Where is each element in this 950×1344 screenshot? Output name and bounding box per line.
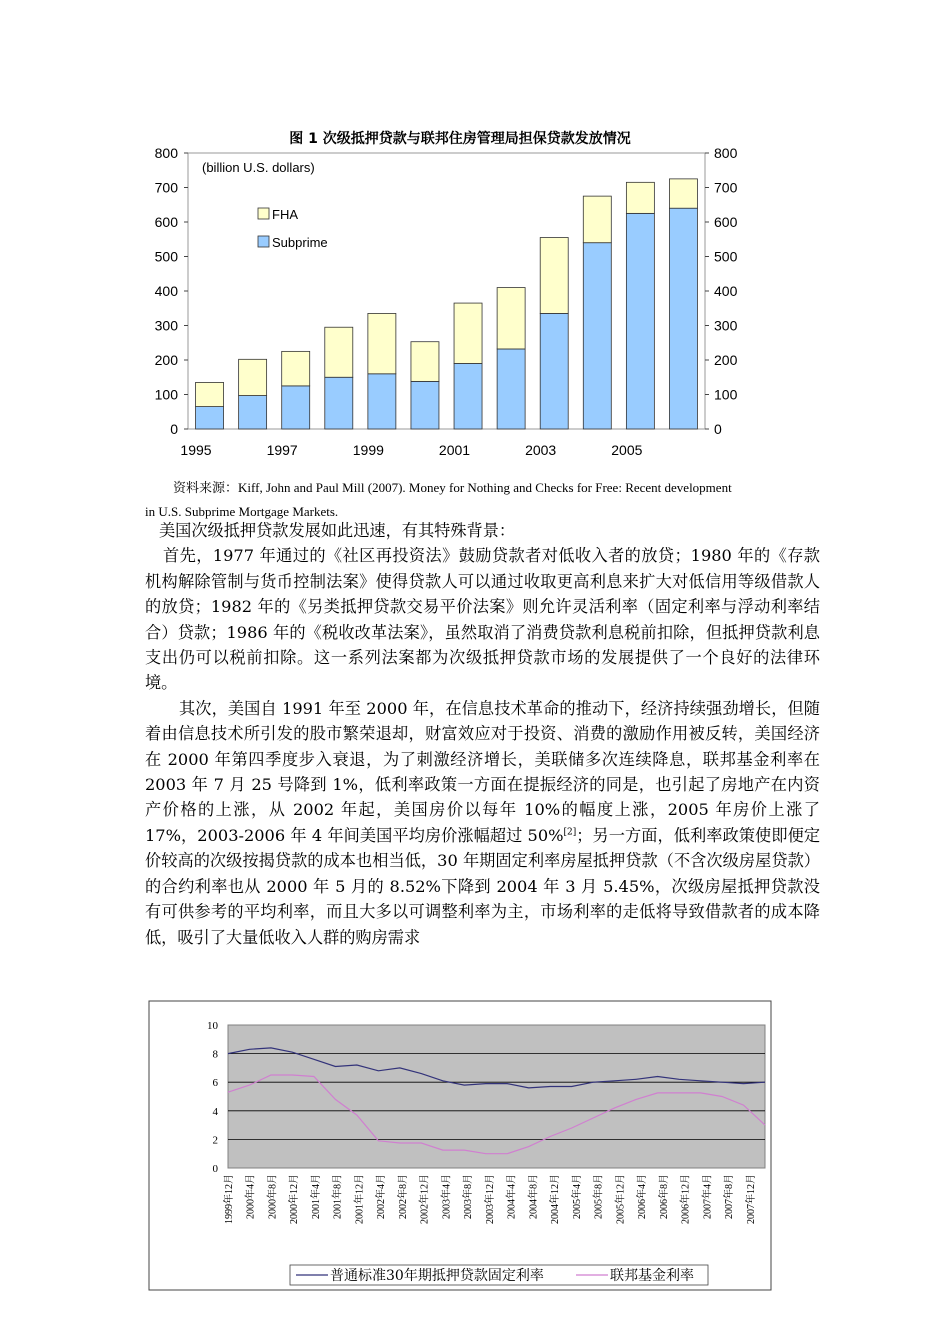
- bar-fha-2000: [411, 342, 439, 382]
- x-tick-label: 1999年12月: [224, 1174, 235, 1224]
- x-tick-label: 2005年4月: [571, 1174, 583, 1219]
- x-tick-label: 2005年8月: [593, 1174, 605, 1219]
- y-tick-label-right: 0: [714, 421, 722, 437]
- x-tick-label: 1995: [180, 442, 212, 458]
- bar-subprime-1999: [368, 374, 396, 429]
- x-tick-label: 2007年12月: [745, 1174, 757, 1224]
- bar-subprime-1995: [196, 407, 224, 429]
- x-tick-label: 2005: [611, 442, 643, 458]
- source-label: 资料来源：: [173, 480, 239, 495]
- y-tick-label-left: 300: [154, 317, 178, 334]
- x-tick-label: 2003年8月: [463, 1174, 475, 1219]
- bar-subprime-2003: [540, 313, 568, 429]
- body-text: [145, 518, 820, 950]
- bar-fha-1998: [325, 327, 353, 377]
- figure-1-title: 图 1 次级抵押贷款与联邦住房管理局担保贷款发放情况: [289, 131, 631, 147]
- x-tick-label: 2000年4月: [245, 1174, 257, 1219]
- bar-fha-2004: [583, 196, 611, 243]
- y-tick-label-left: 100: [154, 386, 178, 403]
- y-tick-label-right: 100: [714, 386, 738, 403]
- bar-subprime-2006: [669, 208, 697, 429]
- bar-fha-2003: [540, 238, 568, 314]
- bar-fha-1996: [239, 359, 267, 395]
- y-tick-label-right: 600: [714, 214, 738, 230]
- legend-swatch-subprime: [258, 236, 269, 247]
- bar-fha-2001: [454, 303, 482, 363]
- y-tick-label-right: 200: [714, 352, 738, 368]
- x-tick-label: 2006年8月: [658, 1174, 670, 1219]
- unit-label: (billion U.S. dollars): [202, 160, 315, 175]
- x-tick-label: 2004年8月: [528, 1174, 540, 1219]
- x-tick-label: 1997: [266, 442, 298, 458]
- legend-label-mortgage-rate: 普通标准30年期抵押贷款固定利率: [330, 1268, 544, 1284]
- y-tick-label: 4: [212, 1105, 218, 1118]
- y-tick-label: 2: [212, 1134, 218, 1147]
- legend-label-fed-funds-rate: 联邦基金利率: [610, 1268, 694, 1284]
- x-tick-label: 2002年8月: [397, 1174, 409, 1219]
- bar-fha-1999: [368, 313, 396, 373]
- y-tick-label-right: 700: [714, 179, 738, 196]
- figure-2-chart: [148, 1000, 772, 1292]
- legend-swatch-fha: [258, 208, 269, 219]
- bar-subprime-1996: [239, 396, 267, 429]
- y-tick-label-left: 400: [154, 283, 178, 299]
- source-line-1: Kiff, John and Paul Mill (2007). Money for Nothing and Checks for Free: Recent development: [238, 480, 732, 495]
- bar-subprime-2001: [454, 363, 482, 429]
- paragraph-intro: 美国次级抵押贷款发展如此迅速，有其特殊背景：: [159, 521, 516, 540]
- y-tick-label-left: 800: [154, 145, 178, 161]
- y-tick-label: 0: [212, 1163, 218, 1175]
- bar-subprime-2002: [497, 349, 525, 429]
- bar-fha-1995: [196, 382, 224, 406]
- bar-subprime-2005: [626, 213, 654, 429]
- legend-label-fha: FHA: [272, 207, 298, 222]
- y-tick-label-left: 500: [154, 248, 178, 265]
- paragraph-second-part-b: ；另一方面，低利率政策使即便定价较高的次级按揭贷款的成本也相当低，30 年期固定利率房屋抵押贷款（不含次级房屋贷款）的合约利率也从 2000 年 5 月的 8.52%下降到 2004 年 3 月 5.45%，次级房屋抵押贷款没有可供参考的平均利率，而且大多以可调整利率为主，市场利率的走低将导致借款者的成本降低，吸引了大量低收入人群的购房需求: [145, 825, 821, 947]
- y-tick-label-left: 200: [154, 352, 178, 368]
- plot-area: [228, 1025, 765, 1168]
- y-tick-label: 10: [207, 1020, 218, 1032]
- bar-fha-2005: [626, 182, 654, 213]
- x-tick-label: 2007年4月: [702, 1174, 714, 1219]
- x-tick-label: 2006年12月: [680, 1174, 692, 1224]
- y-tick-label-right: 500: [714, 248, 738, 265]
- paragraph-first: 首先，1977 年通过的《社区再投资法》鼓励贷款者对低收入者的放贷；1980 年的《存款机构解除管制与货币控制法案》使得贷款人可以通过收取更高利息来扩大对低信用等级借款人的放贷；1982 年的《另类抵押贷款交易平价法案》则允许灵活利率（固定利率与浮动利率结合）贷款；1986 年的《税收改革法案》，虽然取消了消费贷款利息税前扣除，但抵押贷款利息支出仍可以税前扣除。这一系列法案都为次级抵押贷款市场的发展提供了一个良好的法律环境。: [145, 546, 820, 693]
- y-tick-label-right: 800: [714, 145, 738, 161]
- x-tick-label: 2001: [438, 442, 471, 458]
- y-tick-label-left: 600: [154, 214, 178, 230]
- y-tick-label-left: 700: [154, 179, 178, 196]
- bar-subprime-2004: [583, 243, 611, 429]
- bar-subprime-1997: [282, 386, 310, 429]
- x-tick-label: 2002年4月: [376, 1174, 388, 1219]
- bar-fha-2006: [669, 179, 697, 208]
- x-tick-label: 2002年12月: [419, 1174, 431, 1224]
- paragraph-second-part-a: 其次，美国自 1991 年至 2000 年，在信息技术革命的推动下，经济持续强劲增长，但随着由信息技术所引发的股市繁荣退却，财富效应对于投资、消费的激励作用被反转，美国经济在 2000 年第四季度步入衰退，为了刺激经济增长，美联储多次连续降息，联邦基金利率在 2003 年 7 月 25 号降到 1%，低利率政策一方面在提振经济的同是，也引起了房地产在内资产价格的上涨，从 2002 年起，美国房价以每年 10%的幅度上涨，2005 年房价上涨了 17%，2003-2006 年 4 年间美国平均房价涨幅超过 50%: [145, 698, 820, 845]
- legend-label-subprime: Subprime: [272, 235, 328, 250]
- y-tick-label: 8: [212, 1048, 218, 1061]
- x-tick-label: 2001年4月: [310, 1174, 322, 1219]
- x-tick-label: 2005年12月: [615, 1174, 627, 1224]
- x-tick-label: 2003: [525, 442, 557, 458]
- x-tick-label: 2000年8月: [267, 1174, 279, 1219]
- x-tick-label: 2003年4月: [441, 1174, 453, 1219]
- y-tick-label: 6: [212, 1077, 218, 1090]
- x-tick-label: 2003年12月: [484, 1174, 496, 1224]
- x-tick-label: 2004年12月: [550, 1174, 562, 1224]
- bar-fha-1997: [282, 351, 310, 386]
- source-line-2: in U.S. Subprime Mortgage Markets.: [145, 504, 339, 519]
- figure-1-chart: [140, 140, 760, 470]
- bar-subprime-1998: [325, 377, 353, 429]
- paragraph-second: [145, 696, 820, 950]
- x-tick-label: 2001年8月: [332, 1174, 344, 1219]
- bar-fha-2002: [497, 288, 525, 349]
- x-tick-label: 2007年8月: [724, 1174, 736, 1219]
- y-tick-label-right: 300: [714, 317, 738, 334]
- bar-subprime-2000: [411, 381, 439, 429]
- citation-ref[interactable]: [2]: [563, 827, 577, 838]
- x-tick-label: 2000年12月: [289, 1174, 301, 1224]
- y-tick-label-left: 0: [170, 421, 178, 437]
- y-tick-label-right: 400: [714, 283, 738, 299]
- x-tick-label: 1999: [352, 442, 384, 458]
- x-tick-label: 2006年4月: [637, 1174, 649, 1219]
- x-tick-label: 2004年4月: [506, 1174, 518, 1219]
- source-citation: [145, 476, 825, 524]
- x-tick-label: 2001年12月: [354, 1174, 366, 1224]
